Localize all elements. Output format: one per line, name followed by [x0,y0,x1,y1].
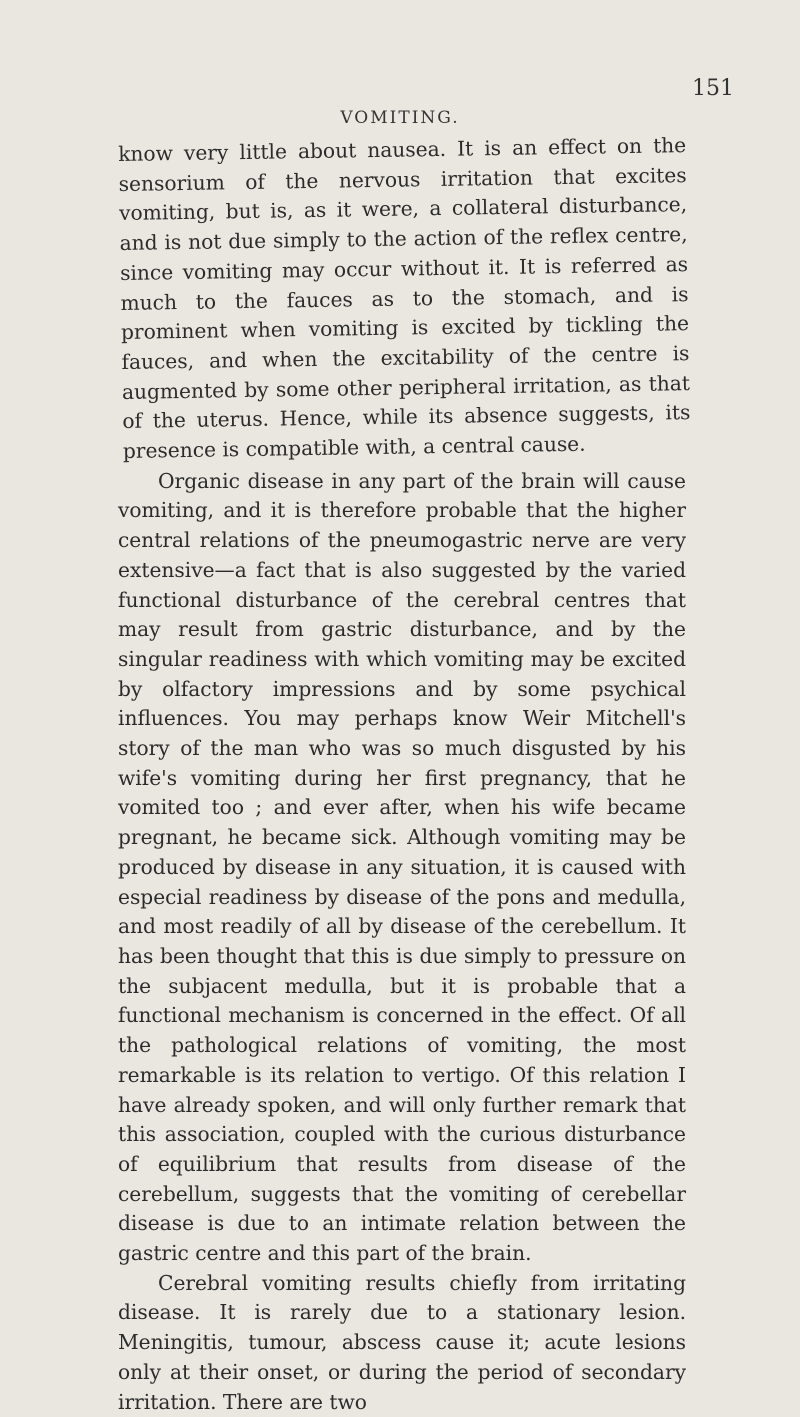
page-number: 151 [692,76,734,101]
running-title: VOMITING. [340,108,460,128]
paragraph-organic-disease: Organic disease in any part of the brain will cause vomiting, and it is therefore probable that the higher central relations of the pneumogastric nerve are very extensive—a fact that is also suggested by the varied functional disturbance of the cerebral centres that may result from gastric disturbance, and by the singular readiness with which vomiting may be excited by olfactory impressions and by some psychical influences. You may perhaps know Weir Mitchell's story of the man who was so much disgusted by his wife's vomiting during her first pregnancy, that he vomited too ; and ever after, when his wife became pregnant, he became sick. Although vomiting may be produced by disease in any situation, it is caused with especial readiness by disease of the pons and medulla, and most readily of all by disease of the cerebellum. It has been thought that this is due simply to pressure on the subjacent medulla, but it is probable that a functional mechanism is concerned in the effect. Of all the pathological relations of vomiting, the most remarkable is its relation to vertigo. Of this relation I have already spoken, and will only further remark that this association, coupled with the curious disturbance of equilibrium that results from disease of the cerebellum, suggests that the vomiting of cerebellar disease is due to an intimate relation between the gastric centre and this part of the brain. [118,468,686,1266]
paragraph-cerebral-vomiting: Cerebral vomiting results chiefly from irritating disease. It is rarely due to a stationary lesion. Meningitis, tumour, abscess cause it; acute lesions only at their onset, or during the period of secondary irritation. There are two [118,1270,686,1414]
body-text [118,133,691,1417]
paragraph-nausea: know very little about nausea. It is an effect on the sensorium of the nervous irritation that excites vomiting, but is, as it were, a collateral disturbance, and is not due simply to the action of the reflex centre, since vomiting may occur without it. It is referred as much to the fauces as to the stomach, and is prominent when vomiting is excited by tickling the fauces, and when the excitability of the centre is augmented by some other peripheral irritation, as that of the uterus. Hence, while its absence suggests, its presence is compatible with, a central cause. [118,133,691,463]
